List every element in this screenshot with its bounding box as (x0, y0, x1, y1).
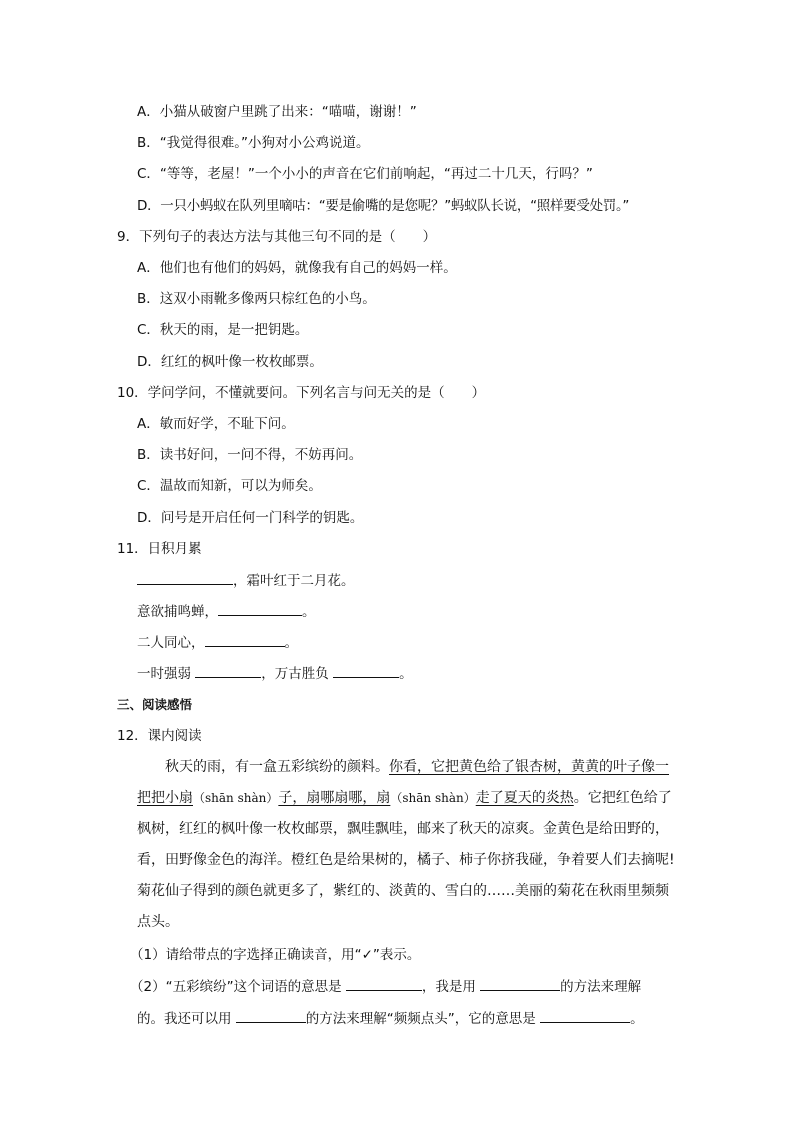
q12-sub-1: （1）请给带点的字选择正确读音，用“✓”表示。 (130, 947, 421, 963)
q11-line-4: 一时强弱 ，万古胜负 。 (137, 663, 413, 684)
q8-option-c: C．“等等，老屋！”一个小小的声音在它们前响起，“再过二十几天，行吗？” (137, 166, 593, 182)
q10-option-a: A．敏而好学，不耻下问。 (137, 416, 295, 432)
q10-option-d: D．问号是开启任何一门科学的钥匙。 (137, 510, 364, 526)
answer-blank[interactable] (480, 976, 560, 991)
q10-option-c: C．温故而知新，可以为师矣。 (137, 478, 322, 494)
answer-blank[interactable] (205, 632, 285, 647)
q9-option-b: B．这双小雨靴多像两只棕红色的小鸟。 (137, 291, 376, 307)
q10-option-b: B．读书好问，一问不得，不妨再问。 (137, 447, 363, 463)
reading-passage: 秋天的雨，有一盒五彩缤纷的颜料。你看，它把黄色给了银杏树，黄黄的叶子像一把把小扇（shān shàn）子，扇哪扇哪，扇（shān shàn）走了夏天的炎热。它把红色给了枫树，红红的枫叶像一枚枚邮票，飘哇飘哇，邮来了秋天的凉爽。金黄色是给田野的，看，田野像金色的海洋。橙红色是给果树的，橘子、柿子你挤我碰，争着要人们去摘呢!菊花仙子得到的颜色就更多了，紫红的、淡黄的、雪白的……美丽的菊花在秋雨里频频点头。 (137, 759, 675, 930)
answer-blank[interactable] (137, 570, 233, 585)
q8-option-a: A．小猫从破窗户里跳了出来：“喵喵，谢谢！” (137, 104, 417, 120)
q9-option-c: C．秋天的雨，是一把钥匙。 (137, 322, 309, 338)
q12-sub-2-line-2: 的。我还可以用 的方法来理解“频频点头”，它的意思是 。 (137, 1008, 644, 1029)
answer-blank[interactable] (346, 976, 422, 991)
q10-stem: 10．学问学问，不懂就要问。下列名言与问无关的是（ ） (117, 385, 486, 401)
answer-blank[interactable] (195, 663, 261, 678)
q11-stem: 11．日积月累 (117, 541, 202, 557)
q8-option-d: D．一只小蚂蚁在队列里嘀咕：“要是偷嘴的是您呢？”蚂蚁队长说，“照样要受处罚。” (137, 198, 630, 214)
q11-line-2: 意欲捕鸣蝉， 。 (137, 601, 316, 622)
q9-option-a: A．他们也有他们的妈妈，就像我有自己的妈妈一样。 (137, 260, 457, 276)
answer-blank[interactable] (333, 663, 399, 678)
q12-sub-2-line-1: （2）“五彩缤纷”这个词语的意思是 ，我是用 的方法来理解 (130, 976, 641, 997)
section-title: 三、阅读感悟 (117, 697, 193, 712)
answer-blank[interactable] (218, 601, 302, 616)
q9-option-d: D．红红的枫叶像一枚枚邮票。 (137, 354, 323, 370)
answer-blank[interactable] (540, 1008, 630, 1023)
q11-line-3: 二人同心， 。 (137, 632, 298, 653)
q9-stem: 9．下列句子的表达方法与其他三句不同的是（ ） (117, 229, 437, 245)
q8-option-b: B．“我觉得很难。”小狗对小公鸡说道。 (137, 135, 370, 151)
answer-blank[interactable] (236, 1008, 306, 1023)
q11-line-1: ，霜叶红于二月花。 (137, 570, 355, 591)
q12-stem: 12．课内阅读 (117, 728, 202, 744)
